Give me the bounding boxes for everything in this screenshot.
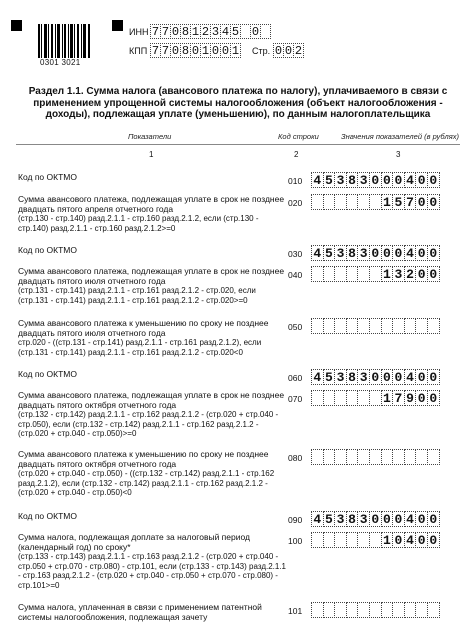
barcode-number: 0301 3021	[40, 58, 81, 67]
digit-cell: 0	[369, 369, 382, 385]
row-label	[18, 172, 288, 182]
digit-cell: 1	[231, 44, 240, 58]
row-label	[18, 390, 288, 439]
digit-cell: 2	[294, 44, 303, 58]
digit-cell: 0	[211, 44, 220, 58]
row-label	[18, 602, 288, 622]
digit-cell: 7	[404, 194, 417, 210]
digit-cell: 3	[357, 172, 370, 188]
digit-cell: 0	[369, 172, 382, 188]
digit-cell: 0	[392, 511, 405, 527]
row-title: Сумма налога, уплаченная в связи с применением патентной системы налогообложения, подлежащая зачету	[18, 602, 262, 622]
digit-cell: 0	[251, 25, 260, 39]
digit-cell: 0	[427, 369, 440, 385]
digit-cell: 7	[161, 25, 170, 39]
inn-field[interactable]	[150, 24, 270, 39]
digit-cell: 4	[404, 532, 417, 548]
digit-cell: 2	[201, 25, 210, 39]
digit-cell: 5	[323, 511, 336, 527]
digit-cell: 4	[404, 172, 417, 188]
row-title: Сумма авансового платежа, подлежащая уплате в срок не позднее двадцать пятого июля отчетного года	[18, 266, 285, 286]
digit-cell: 7	[151, 44, 160, 58]
digit-cell: 1	[381, 194, 394, 210]
column-header-line-code: Код строки	[278, 132, 319, 141]
digit-cell: 0	[427, 245, 440, 261]
line-code: 101	[288, 606, 303, 616]
digit-cell: 8	[346, 511, 359, 527]
digit-cell: 0	[392, 532, 405, 548]
line-code: 040	[288, 270, 303, 280]
column-header-values: Значения показателей (в рублях)	[341, 132, 459, 141]
digit-cell: 0	[427, 532, 440, 548]
row-formula: (стр.133 - стр.143) разд.2.1.1 - стр.163 разд.2.1.2 - (стр.020 + стр.040 - стр.050 + стр.070 - стр.080) - стр.101, если (стр.133 - стр.143) разд.2.1.1 - стр.163 разд.2.1.2 - (стр.020 + стр.040 - стр.050 + стр.070 - стр.080) - стр.101>=0	[18, 552, 286, 590]
row-formula: (стр.130 - стр.140) разд.2.1.1 - стр.160 разд.2.1.2, если (стр.130 - стр.140) разд.2.1.1 - стр.160 разд.2.1.2>=0	[18, 214, 259, 233]
digit-cell: 0	[392, 369, 405, 385]
digit-cell: 0	[415, 532, 428, 548]
barcode	[38, 24, 90, 58]
digit-cell: 0	[415, 194, 428, 210]
row-title: Сумма авансового платежа к уменьшению по сроку не позднее двадцать пятого октября отчетного года	[18, 449, 269, 469]
line-code: 100	[288, 536, 303, 546]
digit-cell: 0	[427, 194, 440, 210]
column-number-2: 2	[294, 150, 299, 159]
corner-marker-left	[11, 20, 22, 31]
row-label	[18, 318, 288, 357]
section-title: Раздел 1.1. Сумма налога (авансового платежа по налогу), уплачиваемого в связи с применением упрощенной системы налогообложения (объект налогообложения - доходы), подлежащая уплате (уменьшению), по данным налогоплательщика	[28, 86, 448, 120]
digit-cell: 3	[357, 369, 370, 385]
digit-cell: 0	[369, 511, 382, 527]
row-formula: (стр.131 - стр.141) разд.2.1.1 - стр.161 разд.2.1.2 - стр.020, если (стр.131 - стр.141) разд.2.1.1 - стр.161 разд.2.1.2 - стр.020>=0	[18, 286, 256, 305]
digit-cell: 7	[161, 44, 170, 58]
row-title: Сумма авансового платежа, подлежащая уплате в срок не позднее двадцать пятого октября отчетного года	[18, 390, 285, 410]
row-title: Сумма авансового платежа к уменьшению по сроку не позднее двадцать пятого июля отчетного года	[18, 318, 269, 338]
amount-field[interactable]	[311, 194, 439, 210]
row-label	[18, 532, 288, 590]
digit-cell: 8	[346, 172, 359, 188]
digit-cell: 1	[381, 390, 394, 406]
kpp-label: КПП	[129, 46, 148, 56]
digit-cell: 1	[191, 25, 200, 39]
digit-cell: 0	[221, 44, 230, 58]
digit-cell: 0	[415, 266, 428, 282]
digit-cell	[260, 24, 271, 39]
digit-cell: 4	[311, 172, 324, 188]
digit-cell: 0	[427, 511, 440, 527]
digit-cell: 8	[181, 44, 190, 58]
header-divider	[16, 144, 460, 145]
digit-cell: 0	[415, 369, 428, 385]
digit-cell: 0	[415, 511, 428, 527]
line-code: 070	[288, 394, 303, 404]
digit-cell: 5	[392, 194, 405, 210]
amount-field[interactable]	[311, 602, 439, 618]
digit-cell: 0	[392, 245, 405, 261]
digit-cell: 0	[415, 245, 428, 261]
page-number-field[interactable]	[273, 43, 303, 58]
digit-cell: 0	[427, 172, 440, 188]
amount-field[interactable]	[311, 318, 439, 334]
line-code: 010	[288, 176, 303, 186]
digit-cell: 0	[392, 172, 405, 188]
digit-cell: 5	[231, 25, 240, 39]
digit-cell: 3	[211, 25, 220, 39]
digit-cell: 9	[404, 390, 417, 406]
digit-cell: 4	[404, 245, 417, 261]
row-formula: (стр.020 + стр.040 - стр.050) - ((стр.132 - стр.142) разд.2.1.1 - стр.162 разд.2.1.2), если (стр.132 - стр.142) разд.2.1.1 - стр.162 разд.2.1.2 - (стр.020 + стр.040 - стр.050)<0	[18, 469, 275, 497]
digit-cell: 5	[323, 172, 336, 188]
row-label	[18, 449, 288, 498]
digit-cell: 0	[381, 245, 394, 261]
digit-cell: 4	[311, 245, 324, 261]
digit-cell: 4	[311, 511, 324, 527]
digit-cell: 0	[381, 172, 394, 188]
digit-cell: 3	[357, 511, 370, 527]
amount-field[interactable]	[311, 266, 439, 282]
oktmo-field[interactable]	[311, 511, 439, 527]
digit-cell: 0	[284, 44, 293, 58]
row-title: Код по ОКТМО	[18, 369, 77, 379]
line-code: 060	[288, 373, 303, 383]
oktmo-field[interactable]	[311, 245, 439, 261]
line-code: 080	[288, 453, 303, 463]
digit-cell: 0	[415, 172, 428, 188]
digit-cell: 0	[274, 44, 283, 58]
digit-cell: 0	[369, 245, 382, 261]
page-label: Стр.	[252, 46, 271, 56]
digit-cell: 8	[181, 25, 190, 39]
digit-cell: 1	[201, 44, 210, 58]
digit-cell: 7	[392, 390, 405, 406]
row-title: Код по ОКТМО	[18, 245, 77, 255]
digit-cell: 3	[334, 511, 347, 527]
row-formula: (стр.132 - стр.142) разд.2.1.1 - стр.162 разд.2.1.2 - (стр.020 + стр.040 - стр.050), если (стр.132 - стр.142) разд.2.1.1 - стр.162 разд.2.1.2 - (стр.020 + стр.040 - стр.050)>=0	[18, 410, 279, 438]
digit-cell: 0	[415, 390, 428, 406]
row-label	[18, 245, 288, 255]
digit-cell: 0	[191, 44, 200, 58]
row-label	[18, 266, 288, 305]
row-title: Сумма авансового платежа, подлежащая уплате в срок не позднее двадцать пятого апреля отчетного года	[18, 194, 285, 214]
digit-cell: 0	[381, 369, 394, 385]
oktmo-field[interactable]	[311, 369, 439, 385]
digit-cell: 8	[346, 245, 359, 261]
digit-cell: 8	[346, 369, 359, 385]
row-title: Сумма налога, подлежащая доплате за налоговый период (календарный год) по сроку*	[18, 532, 250, 552]
digit-cell	[427, 449, 440, 465]
digit-cell: 4	[311, 369, 324, 385]
kpp-field[interactable]	[150, 43, 240, 58]
row-label	[18, 194, 288, 233]
digit-cell: 2	[404, 266, 417, 282]
amount-field[interactable]	[311, 390, 439, 406]
digit-cell: 1	[381, 266, 394, 282]
digit-cell: 0	[171, 25, 180, 39]
column-number-3: 3	[396, 150, 401, 159]
digit-cell: 3	[357, 245, 370, 261]
row-title: Код по ОКТМО	[18, 172, 77, 182]
digit-cell: 4	[404, 369, 417, 385]
digit-cell: 5	[323, 245, 336, 261]
amount-field[interactable]	[311, 532, 439, 548]
row-label	[18, 369, 288, 379]
row-label	[18, 511, 288, 521]
row-formula: стр.020 - ((стр.131 - стр.141) разд.2.1.1 - стр.161 разд.2.1.2), если (стр.131 - стр.141) разд.2.1.1 - стр.161 разд.2.1.2 - стр.020<0	[18, 338, 262, 357]
digit-cell: 7	[151, 25, 160, 39]
digit-cell: 1	[381, 532, 394, 548]
oktmo-field[interactable]	[311, 172, 439, 188]
digit-cell	[427, 602, 440, 618]
line-code: 020	[288, 198, 303, 208]
digit-cell: 0	[427, 266, 440, 282]
inn-label: ИНН	[129, 27, 149, 37]
digit-cell: 5	[323, 369, 336, 385]
line-code: 090	[288, 515, 303, 525]
row-title: Код по ОКТМО	[18, 511, 77, 521]
digit-cell: 4	[221, 25, 230, 39]
line-code: 050	[288, 322, 303, 332]
column-header-indicators: Показатели	[128, 132, 172, 141]
digit-cell: 0	[427, 390, 440, 406]
digit-cell	[427, 318, 440, 334]
digit-cell: 3	[392, 266, 405, 282]
column-number-1: 1	[149, 150, 154, 159]
amount-field[interactable]	[311, 449, 439, 465]
line-code: 030	[288, 249, 303, 259]
digit-cell: 3	[334, 245, 347, 261]
digit-cell: 0	[381, 511, 394, 527]
corner-marker-right	[112, 20, 123, 31]
digit-cell: 3	[334, 172, 347, 188]
digit-cell: 3	[334, 369, 347, 385]
digit-cell: 4	[404, 511, 417, 527]
digit-cell: 0	[171, 44, 180, 58]
